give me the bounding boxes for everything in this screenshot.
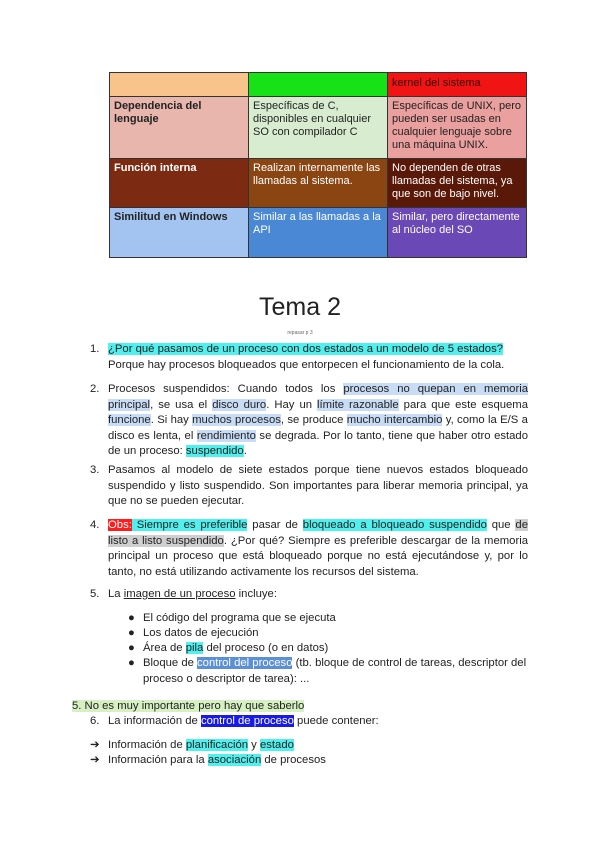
list-item (108, 714, 528, 730)
item-number: 2. (90, 383, 100, 395)
note-line (72, 699, 304, 715)
highlight: rendimiento (196, 429, 256, 442)
comparison-table (109, 72, 527, 258)
bullet-icon: ● (128, 642, 135, 654)
table-cell: Similar, pero directamente al núcleo del SO (388, 208, 527, 258)
table-cell: Específicas de UNIX, pero pueden ser usadas en cualquier lenguaje sobre una máquina UNIX. (388, 97, 527, 159)
highlight: control de proceso (200, 715, 294, 727)
highlight: procesos no quepan en memoria principal (108, 383, 528, 411)
table-row-header: Dependencia del lenguaje (110, 97, 249, 159)
text-run: y, como la E/S a disco es lenta, el (108, 414, 528, 442)
list-item (108, 587, 528, 603)
text-run: . (243, 445, 247, 457)
table-row-header: Similitud en Windows (110, 208, 249, 258)
table-row (110, 159, 527, 208)
arrow-icon: ➔ (90, 754, 100, 766)
list-item (108, 342, 528, 373)
text-run: . Si hay (150, 414, 193, 426)
item-number: 3. (90, 464, 100, 476)
text-run: Procesos suspendidos: Cuando todos los (108, 383, 344, 395)
list-item: Pasamos al modelo de siete estados porque tiene nuevos estados bloqueado suspendido y listo suspendido. Son importantes para liberar memoria principal, ya que no se pueden ejecutar. (108, 464, 528, 507)
table-cell (249, 73, 388, 97)
table-row (110, 208, 527, 258)
table-cell (110, 73, 249, 97)
text-run: para que este esquema (398, 398, 528, 411)
arrow-item (108, 738, 294, 754)
text-run: Bloque de (143, 657, 198, 669)
arrow-item (108, 753, 326, 769)
item-number: 6. (90, 715, 100, 727)
table-cell: Realizan internamente las llamadas al sistema. (249, 159, 388, 208)
bullet-icon: ● (128, 612, 135, 624)
text-run: Área de (143, 642, 186, 654)
highlight: planificación (185, 739, 249, 751)
text-run: puede contener: (293, 715, 379, 727)
text-run: . ¿Por qué? Siempre es preferible descargar de la memoria principal un proceso que está bloqueado porque no está ejecutándose y, por lo tanto, no está utilizando activamente los recursos del sistema. (108, 534, 528, 578)
text-run: La (108, 588, 124, 600)
text-run: Información para la (108, 754, 208, 766)
text-run: (tb. bloque de control de tareas, descriptor del proceso o descriptor de tarea): ... (143, 657, 527, 685)
answer-text: Porque hay procesos bloqueados que entorpecen el funcionamiento de la cola. (108, 358, 505, 371)
table-cell: Específicas de C, disponibles en cualquier SO con compilador C (249, 97, 388, 159)
text-run: pasar de (247, 519, 303, 531)
highlight: de listo a listo suspendido (108, 519, 528, 547)
text-run: , se usa el (150, 398, 213, 411)
table-cell: Similar a las llamadas a la API (249, 208, 388, 258)
highlight: límite razonable (317, 398, 399, 411)
bullet-icon: ● (128, 657, 135, 669)
bullet-item (143, 641, 528, 657)
highlight: suspendido (185, 445, 244, 457)
text-run: incluye: (235, 588, 277, 600)
text-run: y (248, 739, 260, 751)
arrow-icon: ➔ (90, 739, 100, 751)
text-run: de procesos (261, 754, 326, 766)
list-item (108, 518, 528, 580)
bullet-item: Los datos de ejecución (143, 627, 259, 639)
obs-label: Obs: (108, 519, 132, 531)
bullet-item (143, 656, 528, 687)
item-number: 1. (90, 343, 100, 355)
text-run: del proceso (o en datos) (203, 642, 329, 654)
tiny-note: repasar p 3 (287, 330, 313, 336)
note-text: 5. No es muy importante pero hay que saberlo (72, 700, 305, 712)
item-number: 5. (90, 588, 100, 600)
highlight: asociación (207, 754, 262, 766)
text-run: La información de (108, 715, 201, 727)
highlight: control del proceso (197, 657, 293, 669)
table-row (110, 73, 527, 97)
highlight: pila (185, 642, 204, 654)
underlined-text: imagen de un proceso (123, 588, 236, 600)
item-number: 4. (90, 519, 100, 531)
table-cell: kernel del sistema (388, 73, 527, 97)
highlight: funcione (108, 414, 151, 426)
bullet-icon: ● (128, 627, 135, 639)
highlight: muchos procesos (192, 414, 281, 426)
highlight: mucho intercambio (346, 414, 443, 426)
list-item (108, 382, 528, 460)
page-title: Tema 2 (259, 293, 341, 321)
text-run: , se produce (280, 414, 347, 426)
question-text: ¿Por qué pasamos de un proceso con dos estados a un modelo de 5 estados? (108, 343, 504, 355)
highlight: estado (259, 739, 294, 751)
highlight: bloqueado a bloqueado suspendido (302, 519, 487, 531)
text-run: se degrada. Por lo tanto, tiene que haber otro estado de un proceso: (108, 429, 528, 457)
table-cell: No dependen de otras llamadas del sistema, ya que son de bajo nivel. (388, 159, 527, 208)
table-row-header: Función interna (110, 159, 249, 208)
highlight: disco duro (212, 398, 267, 411)
text-run: . Hay un (266, 398, 318, 411)
text-run: Información de (108, 739, 186, 751)
highlight: Siempre es preferible (131, 519, 248, 531)
text-run: que (486, 519, 516, 531)
bullet-item: El código del programa que se ejecuta (143, 612, 336, 624)
table-row (110, 97, 527, 159)
